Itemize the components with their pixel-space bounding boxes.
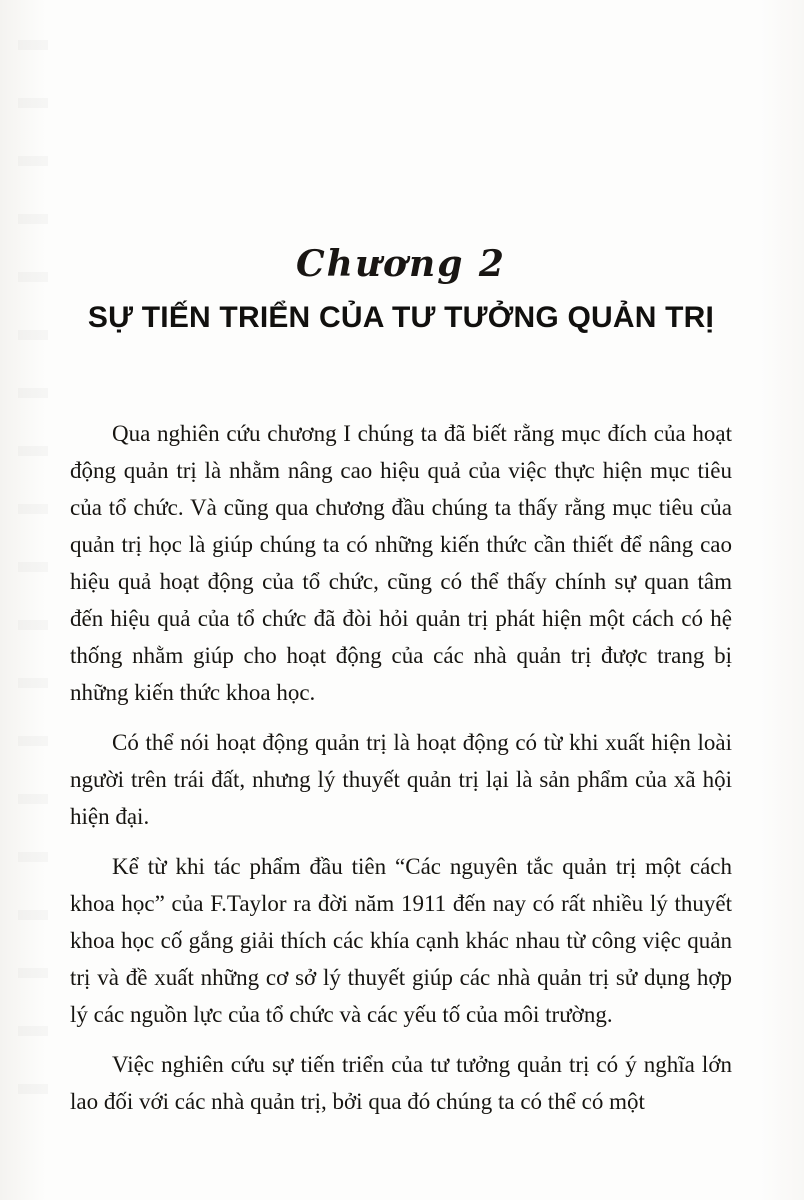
page-content (70, 0, 732, 1133)
page-title: SỰ TIẾN TRIỂN CỦA TƯ TƯỞNG QUẢN TRỊ (87, 301, 715, 334)
paragraph: Việc nghiên cứu sự tiến triển của tư tưởng quản trị có ý nghĩa lớn lao đối với các nhà quản trị, bởi qua đó chúng ta có thể có một (70, 1052, 732, 1114)
body-text (70, 415, 732, 1120)
paragraph: Có thể nói hoạt động quản trị là hoạt động có từ khi xuất hiện loài người trên trái đất, nhưng lý thuyết quản trị lại là sản phẩm của xã hội hiện đại. (70, 730, 732, 829)
scan-bleedthrough-artifact (18, 40, 48, 1140)
paragraph: Qua nghiên cứu chương I chúng ta đã biết rằng mục đích của hoạt động quản trị là nhằm nâng cao hiệu quả của việc thực hiện mục tiêu của tổ chức. Và cũng qua chương đầu chúng ta thấy rằng mục tiêu của quản trị học là giúp chúng ta có những kiến thức cần thiết để nâng cao hiệu quả hoạt động của tổ chức, cũng có thể thấy chính sự quan tâm đến hiệu quả của tổ chức đã đòi hỏi quản trị phát hiện một cách có hệ thống nhằm giúp cho hoạt động của các nhà quản trị được trang bị những kiến thức khoa học. (70, 421, 732, 705)
chapter-heading: Chương 2 (296, 243, 506, 285)
paragraph: Kể từ khi tác phẩm đầu tiên “Các nguyên tắc quản trị một cách khoa học” của F.Taylor ra đời năm 1911 đến nay có rất nhiều lý thuyết khoa học cố gắng giải thích các khía cạnh khác nhau từ công việc quản trị và đề xuất những cơ sở lý thuyết giúp các nhà quản trị sử dụng hợp lý các nguồn lực của tổ chức và các yếu tố của môi trường. (70, 854, 732, 1027)
